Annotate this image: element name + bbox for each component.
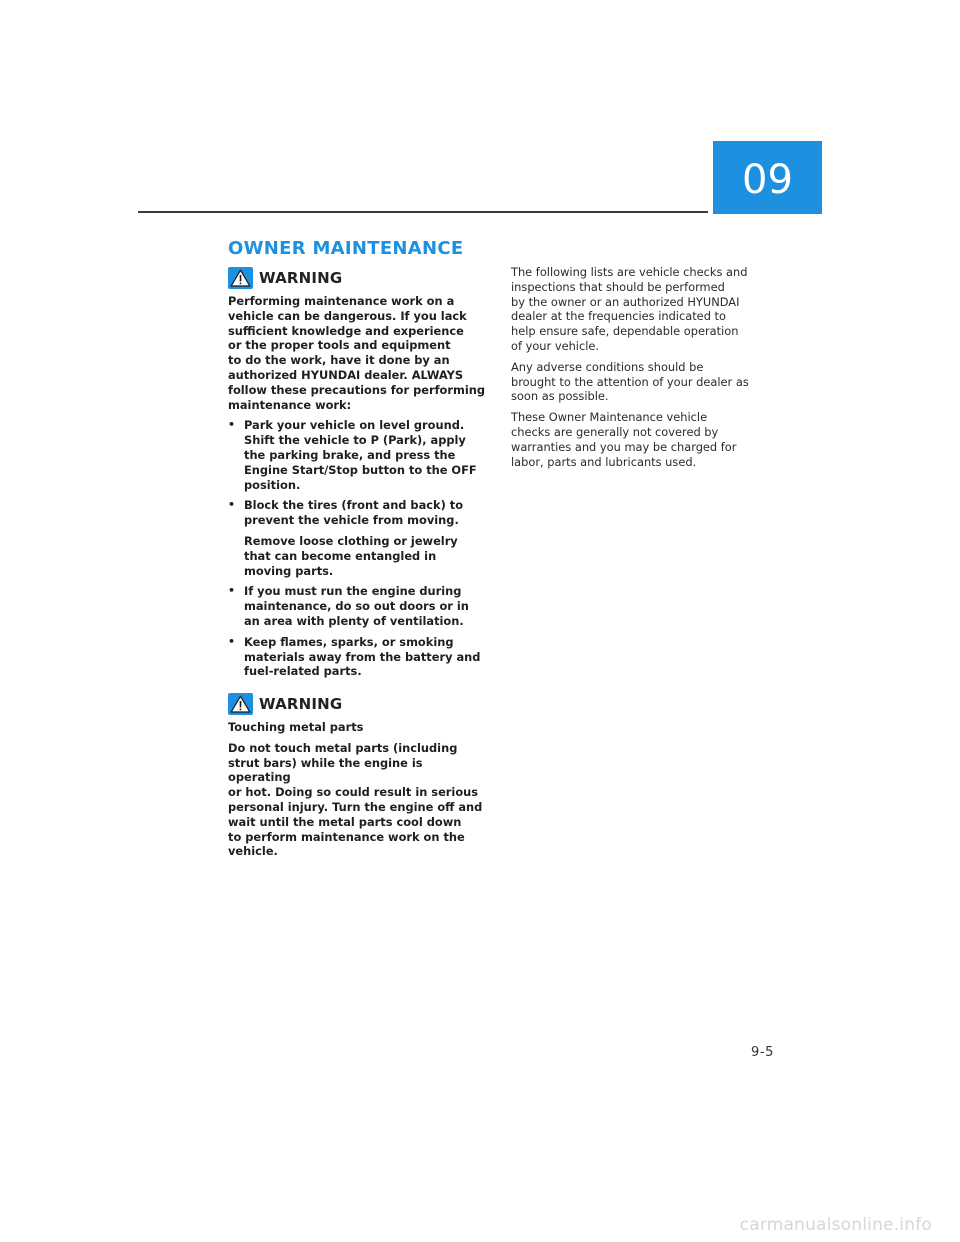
text-line: • Park your vehicle on level ground. xyxy=(244,418,465,433)
text-line: strut bars) while the engine is operating xyxy=(228,755,423,785)
text-line: brought to the attention of your dealer as xyxy=(511,374,749,389)
text-line: soon as possible. xyxy=(511,389,609,404)
text-line: position. xyxy=(244,477,301,492)
list-item xyxy=(228,584,486,628)
warning-box-2 xyxy=(228,692,486,865)
text-line: Do not touch metal parts (including xyxy=(228,740,458,755)
text-line: Engine Start/Stop button to the OFF xyxy=(244,462,477,477)
warning-intro xyxy=(228,294,486,412)
text-line: or the proper tools and equipment xyxy=(228,338,451,353)
text-line: checks are generally not covered by xyxy=(511,424,719,439)
watermark: carmanualsonline.info xyxy=(739,1215,932,1235)
text-line: that can become entangled in xyxy=(244,548,437,563)
text-line: follow these precautions for performing xyxy=(228,382,486,397)
text-line: inspections that should be performed xyxy=(511,279,725,294)
text-line: • If you must run the engine during xyxy=(244,584,462,599)
section-title: OWNER MAINTENANCE xyxy=(228,238,464,259)
chapter-tab xyxy=(713,141,822,214)
header-rule xyxy=(138,211,708,213)
text-line: vehicle. xyxy=(228,844,278,859)
text-line: maintenance work: xyxy=(228,397,352,412)
warning-label-2: WARNING xyxy=(259,695,343,713)
text-line: vehicle can be dangerous. If you lack xyxy=(228,308,467,323)
paragraph xyxy=(511,410,773,469)
text-line: • Block the tires (front and back) to xyxy=(244,498,464,513)
chapter-number: 09 xyxy=(742,156,793,203)
precautions-list xyxy=(228,418,486,679)
text-line: help ensure safe, dependable operation xyxy=(511,324,739,339)
warning-subtitle: Touching metal parts xyxy=(228,720,364,734)
text-line: warranties and you may be charged for xyxy=(511,439,737,454)
text-line: prevent the vehicle from moving. xyxy=(244,513,459,528)
list-item-subparagraph xyxy=(244,534,486,578)
text-line: to perform maintenance work on the xyxy=(228,829,465,844)
text-line: to do the work, have it done by an xyxy=(228,353,450,368)
list-item xyxy=(228,418,486,492)
text-line: or hot. Doing so could result in serious xyxy=(228,785,479,800)
text-line: wait until the metal parts cool down xyxy=(228,814,462,829)
text-line: materials away from the battery and xyxy=(244,649,481,664)
text-line: dealer at the frequencies indicated to xyxy=(511,309,726,324)
text-line: the parking brake, and press the xyxy=(244,447,456,462)
list-item xyxy=(228,635,486,679)
text-line: The following lists are vehicle checks and xyxy=(511,265,748,279)
text-line: by the owner or an authorized HYUNDAI xyxy=(511,294,740,309)
right-column xyxy=(511,265,773,475)
text-line: personal injury. Turn the engine off and xyxy=(228,799,483,814)
text-line: fuel-related parts. xyxy=(244,664,362,679)
paragraph xyxy=(511,360,773,404)
text-line: Remove loose clothing or jewelry xyxy=(244,533,458,548)
warning-box-1 xyxy=(228,266,486,685)
text-line: These Owner Maintenance vehicle xyxy=(511,410,708,425)
text-line: moving parts. xyxy=(244,563,334,578)
warning-triangle-icon xyxy=(228,693,253,715)
warning-triangle-icon xyxy=(228,267,253,289)
paragraph xyxy=(511,265,773,354)
text-line: sufficient knowledge and experience xyxy=(228,323,464,338)
page-number: 9-5 xyxy=(750,1045,774,1060)
text-line: labor, parts and lubricants used. xyxy=(511,454,697,469)
warning-body xyxy=(228,741,486,859)
text-line: Performing maintenance work on a xyxy=(228,294,455,308)
text-line: an area with plenty of ventilation. xyxy=(244,613,464,628)
text-line: Any adverse conditions should be xyxy=(511,359,704,374)
text-line: maintenance, do so out doors or in xyxy=(244,599,469,614)
text-line: authorized HYUNDAI dealer. ALWAYS xyxy=(228,367,464,382)
warning-header-2 xyxy=(228,692,486,716)
text-line: of your vehicle. xyxy=(511,338,600,353)
warning-header-1 xyxy=(228,266,486,290)
list-item xyxy=(228,498,486,578)
text-line: • Keep flames, sparks, or smoking xyxy=(244,634,454,649)
text-line: Shift the vehicle to P (Park), apply xyxy=(244,433,466,448)
warning-label-1: WARNING xyxy=(259,269,343,287)
